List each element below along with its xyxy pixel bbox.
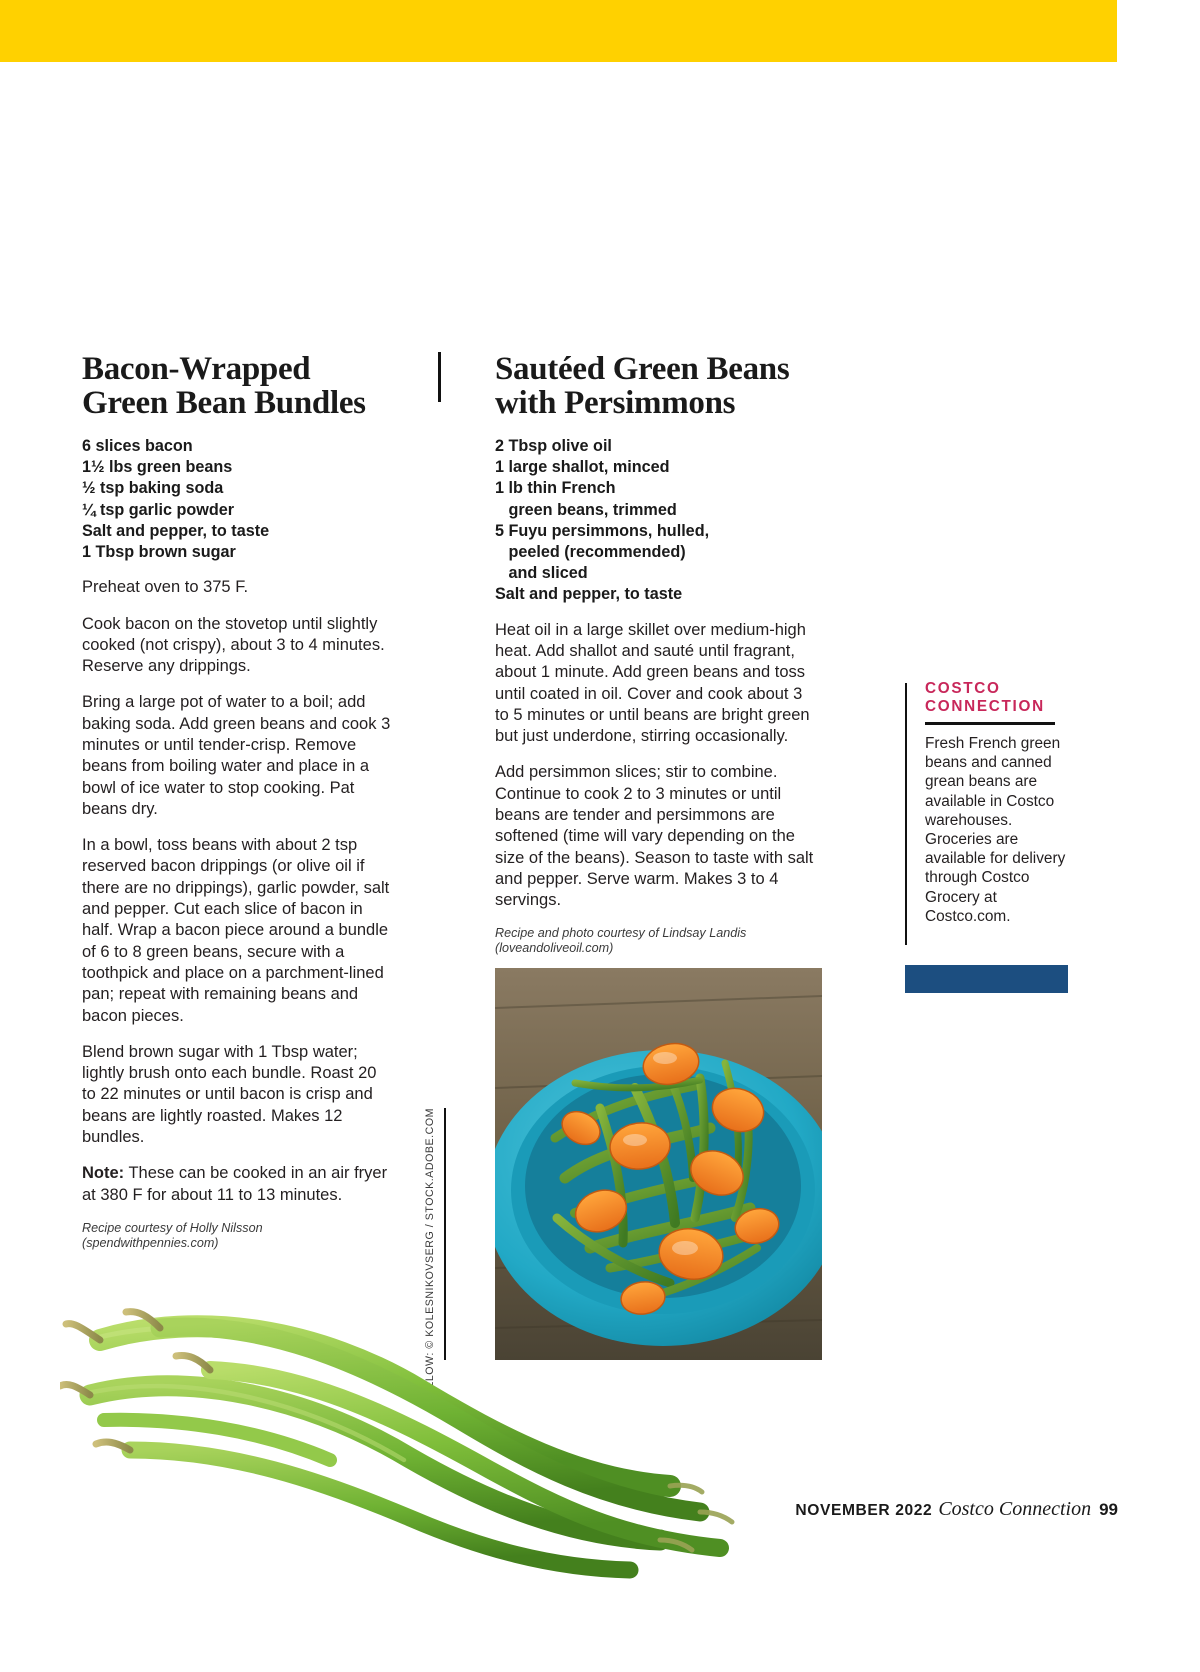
ingredient-item: ½ tsp baking soda <box>82 479 224 498</box>
ingredient-item: 1 Tbsp brown sugar <box>82 543 236 562</box>
recipe-title-left-line2: Green Bean Bundles <box>82 385 366 421</box>
recipe-title-left <box>82 352 394 420</box>
recipe-credit-left-line2: (spendwithpennies.com) <box>82 1235 219 1250</box>
recipe-bacon-wrapped-green-bean-bundles <box>82 352 394 1251</box>
ingredient-item: green beans, trimmed <box>495 500 677 519</box>
recipe-step: Preheat oven to 375 F. <box>82 578 249 597</box>
costco-connection-divider <box>925 722 1055 725</box>
recipe-title-right <box>495 352 817 420</box>
recipe-step: Bring a large pot of water to a boil; add baking soda. Add green beans and cook 3 minutes or until tender-crisp. Remove beans from boiling water and place in a bowl of ice water to stop cooking. Pat beans dry. <box>82 693 391 818</box>
costco-connection-heading <box>925 680 1070 716</box>
recipe-credit-right <box>495 926 817 956</box>
ingredient-item: 1½ lbs green beans <box>82 458 233 477</box>
recipe-title-left-line1: Bacon-Wrapped <box>82 351 311 387</box>
top-yellow-banner <box>0 0 1117 62</box>
ingredient-item: 1 lb thin French <box>495 479 616 498</box>
page-footer <box>0 1498 1118 1521</box>
ingredient-item: ¼ tsp garlic powder <box>82 500 235 519</box>
ingredient-item: and sliced <box>495 564 588 583</box>
costco-connection-box <box>905 680 1070 926</box>
ingredient-item: 2 Tbsp olive oil <box>495 437 612 455</box>
footer-date: NOVEMBER 2022 <box>795 1502 933 1519</box>
ingredient-item: peeled (recommended) <box>495 543 686 562</box>
costco-connection-blue-bar <box>905 965 1068 993</box>
ingredient-item: Salt and pepper, to taste <box>495 585 683 604</box>
recipe-title-right-line2: with Persimmons <box>495 385 736 421</box>
recipe-step: Add persimmon slices; stir to combine. Continue to cook 2 to 3 minutes or until beans are tender and persimmons are softened (time will vary depending on the size of the beans). Season to taste with salt and pepper. Serve warm. Makes 3 to 4 servings. <box>495 763 814 910</box>
ingredient-item: Salt and pepper, to taste <box>82 521 270 540</box>
recipe-step: Cook bacon on the stovetop until slightly cooked (not crispy), about 3 to 4 minutes. Reserve any drippings. <box>82 614 385 676</box>
green-beans-photo <box>60 1300 760 1590</box>
recipe-credit-right-line1: Recipe and photo courtesy of Lindsay Landis <box>495 926 747 941</box>
recipe-step: In a bowl, toss beans with about 2 tsp reserved bacon drippings (or olive oil if there are no drippings), garlic powder, salt and pepper. Cut each slice of bacon in half. Wrap a bacon piece around a bundle of 6 to 8 green beans, secure with a toothpick and place on a parchment-lined pan; repeat with remaining beans and bacon pieces. <box>82 836 390 1025</box>
recipe-note <box>82 1163 394 1206</box>
photo-credit: BELOW: © KOLESNIKOVSERG / STOCK.ADOBE.COM <box>424 1108 436 1397</box>
recipe-credit-right-line2: (loveandoliveoil.com) <box>495 941 614 956</box>
ingredients-list-right <box>495 436 817 606</box>
recipe-note-text: These can be cooked in an air fryer at 380 F for about 11 to 13 minutes. <box>82 1164 388 1204</box>
recipe-credit-left <box>82 1221 394 1251</box>
green-beans-illustration <box>60 1300 760 1590</box>
costco-connection-body: Fresh French green beans and canned grean beans are available in Costco warehouses. Groceries are available for delivery through Costco Grocery at Costco.com. <box>925 735 1066 925</box>
recipe-title-right-line1: Sautéed Green Beans <box>495 351 790 387</box>
recipe-sauteed-green-beans-with-persimmons <box>495 352 817 956</box>
column-divider <box>438 352 441 402</box>
footer-magazine-name: Costco Connection <box>938 1498 1092 1520</box>
costco-connection-heading-line2: CONNECTION <box>925 698 1045 715</box>
recipe-note-label: Note: <box>82 1164 125 1183</box>
recipe-credit-left-line1: Recipe courtesy of Holly Nilsson <box>82 1220 263 1235</box>
ingredient-item: 6 slices bacon <box>82 437 193 455</box>
recipe-step: Heat oil in a large skillet over medium-high heat. Add shallot and sauté until fragrant, about 1 minute. Add green beans and toss until coated in oil. Cover and cook about 3 to 5 minutes or until beans are bright green but just underdone, stirring occasionally. <box>495 620 810 746</box>
ingredients-list-left <box>82 436 394 563</box>
costco-connection-heading-line1: COSTCO <box>925 680 1001 697</box>
ingredient-item: 1 large shallot, minced <box>495 458 670 477</box>
ingredient-item: 5 Fuyu persimmons, hulled, <box>495 521 710 540</box>
footer-page-number: 99 <box>1099 1500 1118 1519</box>
recipe-step: Blend brown sugar with 1 Tbsp water; lightly brush onto each bundle. Roast 20 to 22 minutes or until bacon is crisp and beans are lightly roasted. Makes 12 bundles. <box>82 1042 377 1147</box>
